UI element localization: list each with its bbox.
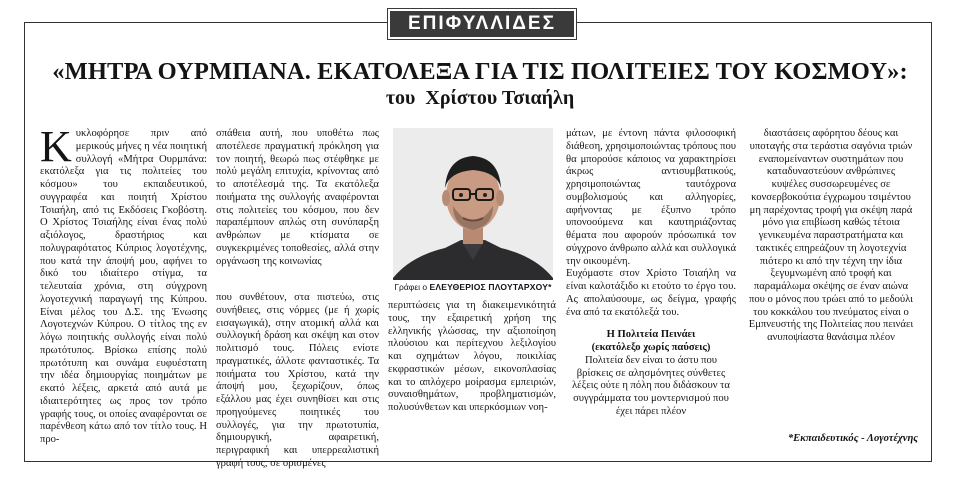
column-4-text-2: Ευχόμαστε στον Χρίστο Τσιαήλη να είναι καλοτάξιδο κι ετούτο το έργο του. Ας απολαύσουμε, ως δείγμα, γραφής ένα από τα εκατόλεξά του. — [566, 268, 736, 318]
author-portrait-image — [393, 128, 553, 294]
article-headline: «ΜΗΤΡΑ ΟΥΡΜΠΑΝΑ. ΕΚΑΤΟΛΕΞΑ ΓΙΑ ΤΙΣ ΠΟΛΙΤΕΙΕΣ ΤΟΥ ΚΟΣΜΟΥ»: — [52, 58, 908, 85]
author-footnote: *Εκπαιδευτικός - Λογοτέχνης — [787, 433, 918, 444]
author-photo — [393, 128, 553, 294]
article-column-1 — [40, 122, 207, 450]
article-column-2-bottom — [216, 292, 379, 469]
poem-title: Η Πολιτεία Πεινάει — [606, 329, 696, 341]
column-4-text: μάτων, με έντονη πάντα φιλοσοφική διάθεση, χρησιμοποιώντας τρόπους που θα μπορούσε κάποιος να χαρακτηρίσει άκρως αντισυμβατικούς, χρησιμοποιώντας ταυτόχρονα συμβολισμούς και αλληγορίες, αφήνοντας με έξυπνο τρόπο υπονοούμενα και καυτηριάζοντας θέματα που αφορούν πρόσωπικά τον σύγχρονο άνθρωπο αλλά και συλλογικά την οικουμένη. — [566, 128, 736, 267]
article-column-5 — [748, 128, 914, 428]
article-column-4 — [566, 128, 736, 450]
column-3-text: περιπτώσεις για τη διακειμενικότητά τους, την εξαιρετική χρήση της ελληνικής γλώσσας, την αξιοποίηση πλούσιου και περίτεχνου λεξιλογίου και σχημάτων λόγου, ποικιλίας εκφραστικών μέσων, εικονοπλασίας και το απλόχερο μοίρασμα εμπειριών, συναισθημάτων, προβληματισμών, πολυσύνθετων και υπερκόσμιων νοη- — [388, 300, 556, 413]
poem-text-part-2: διαστάσεις αφόρητου δέους και υποταγής στα τεράστια σαγόνια τριών εναπομείναντων συστημάτων που καταδυναστεύουν ανθρώπινες κυψέλες συσσωρευμένες σε κονσερβοκούτια έγχρωμου τσιμέντου μη παρέχοντας τροφή για σκέψη παρά μόνο για επιβίωση καθώς τέτοια γενικευμένα παραστρατήματα και τακτικές επηρεάζουν τη λογοτεχνία πιότερο κι από την τέχνη την ίδια ξεγυμνωμένη από τροφή και παραμάλωμα σκέψης σε έναν αιώνα που ο μόνος που τρώει από το μεδούλι του κοκκάλου του πνεύματος είναι ο Εμπνευστής της Πολιτείας που πεινάει ανυποψίαστα θανάσιμα πλέον — [748, 128, 914, 343]
photo-caption — [388, 280, 558, 294]
poem-text-part-1: Πολιτεία δεν είναι το άστυ που βρίσκεις σε αλησμόνητες σύνθετες λέξεις ούτε η πόλη που διδάσκουν τα συγγράμματα του μοντερνισμού που έχει πάρει πλέον — [572, 354, 730, 417]
photo-caption-author: ΕΛΕΥΘΕΡΙΟΣ ΠΛΟΥΤΑΡΧΟΥ* — [429, 282, 552, 292]
article-column-3-bottom — [388, 300, 556, 450]
section-label: ΕΠΙΦΥΛΛΙΔΕΣ — [388, 9, 576, 39]
column-1-text: υκλοφόρησε πριν από μερικούς μήνες η νέα ποιητική συλλογή «Μήτρα Ουρμπάνα: εκατόλεξα για τις πολιτείες του κόσμου» του εκπαιδευτικού, συγγραφέα και ποιητή Χρίστου Τσιαήλη, από τις Εκδόσεις Γκοβόστη. Ο Χρίστος Τσιαήλης είναι ένας πολύ αξιόλογος, δραστήριος και πολυγραφότατος Κύπριος λογοτέχνης, που κατά την άποψή μου, αφήνει το δικό του ιδιαίτερο στίγμα, τα τελευταία χρόνια, στη σύγχρονη λογοτεχνική παραγωγή της Κύπρου. Είναι μέλος του Δ.Σ. της Ένωσης Λογοτεχνών Κύπρου. Ο τίτλος της εν λόγω ποιητικής συλλογής είναι πολύ πρωτότυπος. Βρίσκω επίσης πολύ πρωτότυπη και συνάμα ευφυέστατη την ιδέα δημιουργίας ποιημάτων με εκατό λέξεις, αρκετά από αυτά με ιδιαιτερότητες ως προς τον τρόπο γραφής τους, οι οποίες αναφέρονται σε παρένθεση κάτω από τον τίτλο τους. Η προ- — [40, 128, 207, 445]
column-2-text: σπάθεια αυτή, που υποθέτω πως αποτέλεσε πραγματική πρόκληση για τον ποιητή, θεωρώ πως στέφθηκε με πολύ μεγάλη επιτυχία, κρίνοντας από το αποτέλεσμά της. Τα εκατόλεξα ποιήματα της συλλογής αναφέρονται στις πολιτείες του κόσμου, που δεν παραπέμπουν απλώς στη συνύπαρξη ανθρώπων με κτίσματα σε συγκεκριμένες τοποθεσίες, αλλά στην οργάνωση της κοινωνίας — [216, 128, 379, 267]
article-column-2-top — [216, 128, 379, 282]
poem-subtitle: (εκατόλεξο χωρίς παύσεις) — [591, 342, 711, 353]
article-byline: του Χρίστου Τσιαήλη — [385, 87, 575, 109]
drop-cap: Κ — [40, 122, 72, 171]
photo-caption-prefix: Γράφει ο — [394, 282, 428, 292]
column-2-continued-text: που συνθέτουν, στα πιστεύω, στις συνήθειες, στις νόρμες (με ή χωρίς εισαγωγικά), στην ατομική αλλά και συλλογική δράση και σκέψη και στον πολιτισμό τους. Πόλεις ενίοτε πραγματικές, άλλοτε φανταστικές. Τα ποιήματα του Χρίστου, κατά την άποψή μου, ξεχωρίζουν, όπως εξάλλου μας έχει συνηθίσει και στις προηγούμενες ποιητικές του συλλογές, για την πρωτοτυπία, δημιουργική, αφαιρετική, περιγραφική και υπερρεαλιστική γραφή τους, σε ορισμένες — [216, 292, 379, 469]
